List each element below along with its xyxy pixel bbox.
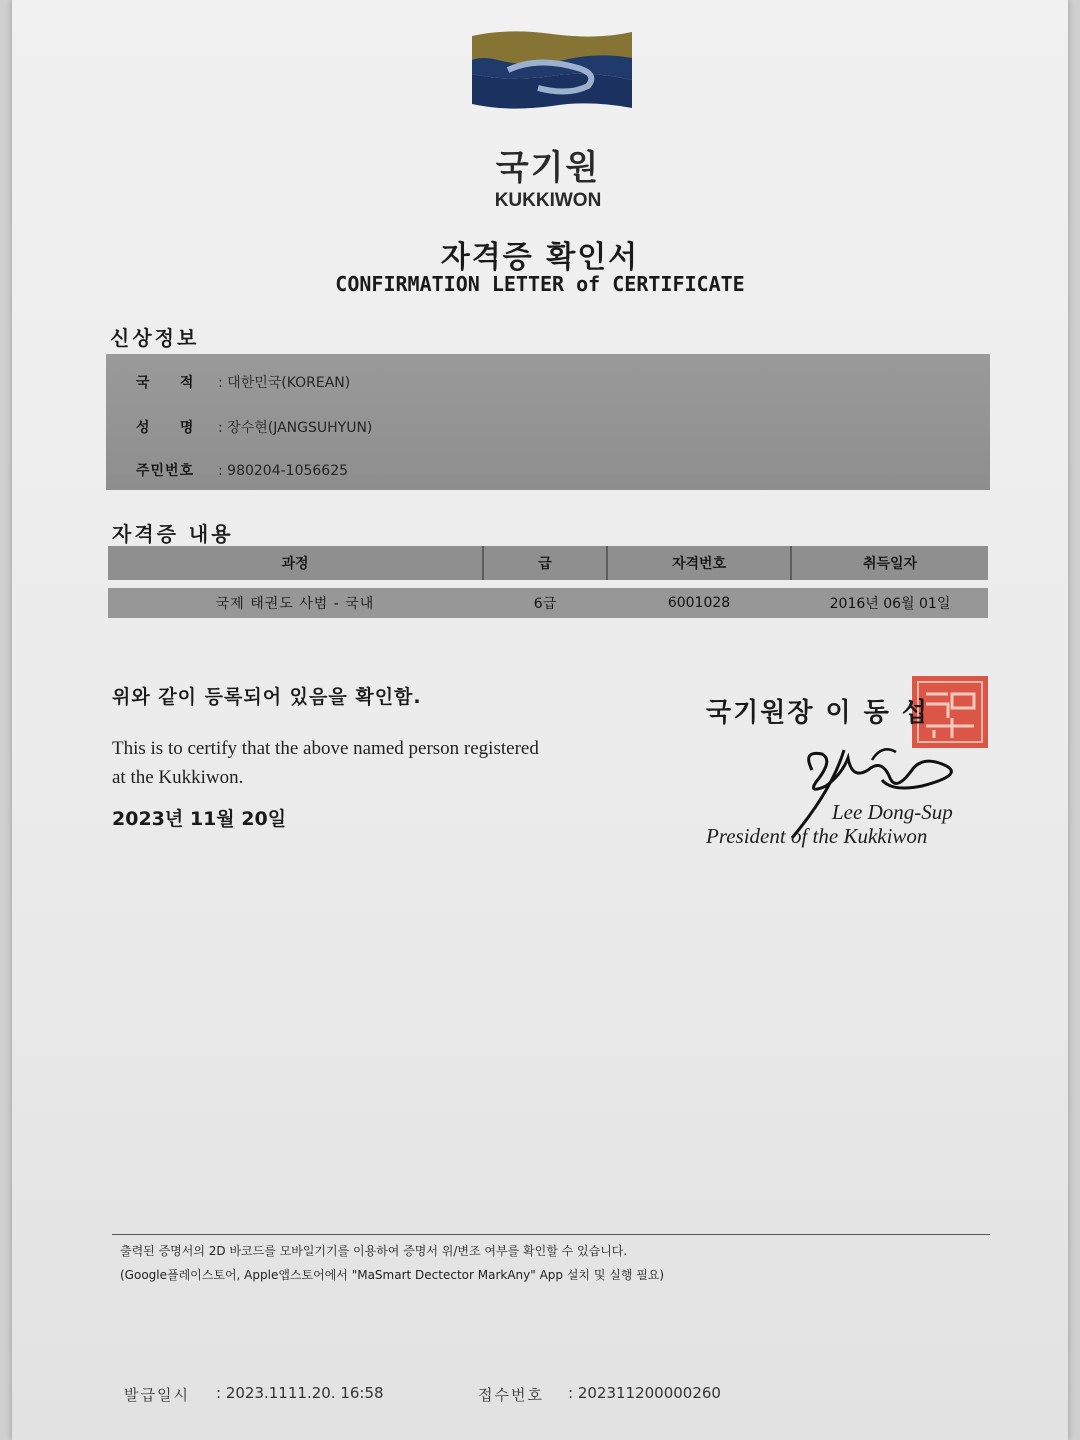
barcode-notice-line2: (Google플레이스토어, Apple앱스토어에서 "MaSmart Dectector MarkAny" App 설치 및 실행 필요) (120, 1268, 665, 1282)
logo-korean-text: 국기원 (495, 148, 601, 188)
nationality-value: : 대한민국(KOREAN) (218, 375, 351, 391)
course-cell: 국제 태권도 사범 - 국내 (215, 596, 375, 612)
receipt-number-label: 접수번호 (478, 1386, 544, 1404)
name-value: : 장수현(JANGSUHYUN) (218, 420, 373, 436)
column-acquisition-date: 취득일자 (862, 556, 918, 572)
resident-number-label: 주민번호 (136, 463, 195, 479)
barcode-notice-line1: 출력된 증명서의 2D 바코드를 모바일기기를 이용하여 증명서 위/변조 여부를 확인할 수 있습니다. (120, 1244, 628, 1258)
name-row (136, 417, 372, 437)
resident-number-row (136, 460, 348, 480)
resident-number-value: : 980204-1056625 (218, 463, 349, 479)
table-row (108, 588, 988, 618)
issue-date: 2023년 11월 20일 (112, 808, 287, 830)
certificate-number-cell: 6001028 (667, 595, 731, 611)
grade-cell: 6급 (533, 596, 557, 612)
personal-info-heading: 신상정보 (110, 326, 200, 350)
confirmation-english: This is to certify that the above named person registered at the Kukkiwon. (112, 738, 539, 788)
table-header (108, 546, 988, 580)
confirmation-korean: 위와 같이 등록되어 있음을 확인함. (112, 686, 422, 708)
president-name: Lee Dong-Sup (832, 800, 953, 824)
certificate-details-heading: 자격증 내용 (112, 522, 234, 546)
document-title-korean: 자격증 확인서 (440, 240, 640, 275)
name-label: 성 명 (136, 420, 195, 436)
certificate-page (12, 0, 1068, 1440)
nationality-row (136, 372, 350, 392)
column-grade: 급 (538, 556, 552, 572)
nationality-label: 국 적 (136, 375, 195, 391)
president-title: President of the Kukkiwon (706, 824, 928, 848)
president-korean-title: 국기원장 이 동 섭 (706, 698, 929, 728)
column-course: 과정 (281, 556, 309, 572)
acquisition-date-cell: 2016년 06월 01일 (829, 596, 951, 612)
logo-english-text: KUKKIWON (494, 190, 602, 211)
kukkiwon-emblem-icon (468, 30, 636, 112)
kukkiwon-logo (458, 30, 638, 211)
column-certificate-number: 자격번호 (671, 556, 727, 572)
certificate-table (108, 546, 988, 622)
issue-datetime-label: 발급일시 (124, 1386, 190, 1404)
personal-info-box (106, 354, 990, 490)
issue-datetime-value: : 2023.1111.20. 16:58 (216, 1384, 384, 1402)
receipt-number-value: : 202311200000260 (568, 1384, 721, 1402)
document-title-english: CONFIRMATION LETTER of CERTIFICATE (335, 272, 745, 296)
footer-divider (112, 1234, 990, 1235)
